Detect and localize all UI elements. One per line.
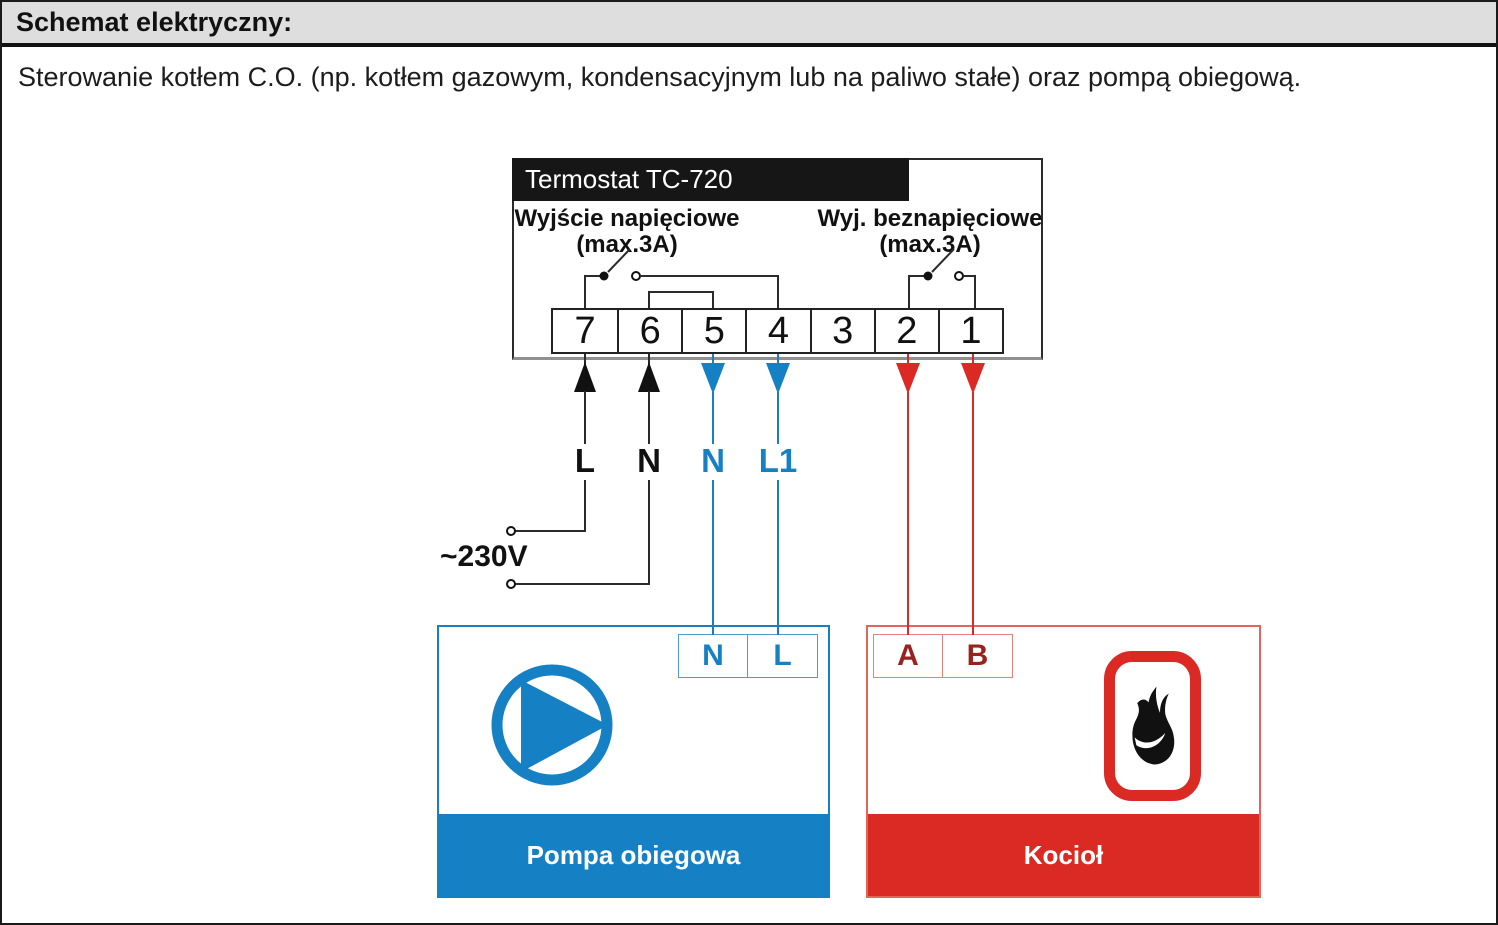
terminal-4: 4	[745, 310, 809, 353]
terminal-7: 7	[574, 310, 596, 352]
dry-contact-output-label	[815, 206, 1045, 258]
pump-terminal-n: N	[678, 634, 748, 678]
terminal-strip	[551, 308, 1004, 354]
terminal-2: 2	[874, 310, 938, 353]
schematic-description: Sterowanie kotłem C.O. (np. kotłem gazowym, kondensacyjnym lub na paliwo stałe) oraz pompą obiegową.	[18, 62, 1302, 92]
terminal-3: 3	[810, 310, 874, 353]
boiler-terminal-block	[873, 634, 1013, 678]
boiler-terminal-a: A	[873, 634, 943, 678]
voltage-output-label-line1: Wyjście napięciowe	[514, 205, 740, 232]
mains-voltage-label: ~230V	[440, 540, 528, 573]
neutral-wire-label: N	[637, 442, 661, 479]
section-header-bar	[2, 2, 1496, 47]
dry-contact-output-label-line1: Wyj. beznapięciowe	[817, 205, 1043, 232]
mains-n-terminal	[507, 580, 515, 588]
thermostat-title: Termostat TC-720	[525, 164, 733, 194]
terminal-5: 5	[681, 310, 745, 353]
wire-l-arrow-up	[574, 362, 596, 392]
wire-pump-l1-arrow-down	[766, 363, 790, 394]
pump-neutral-wire-label: N	[701, 442, 725, 479]
pump-caption: Pompa obiegowa	[526, 839, 741, 870]
pump-terminal-block	[678, 634, 818, 678]
flame-shape	[1132, 687, 1174, 765]
boiler-terminal-b: B	[943, 634, 1013, 678]
mains-l-terminal	[507, 527, 515, 535]
boiler-caption-band	[868, 814, 1259, 896]
wire-pump-n-arrow-down	[701, 363, 725, 394]
thermostat-title-bar	[512, 158, 909, 201]
wire-boiler-b-arrow-down	[961, 363, 985, 394]
voltage-output-label-line2: (max.3A)	[576, 231, 678, 258]
wire-n-lower	[515, 480, 649, 584]
wire-n-arrow-up	[638, 362, 660, 392]
pump-caption-band	[439, 814, 828, 896]
flame-icon	[1125, 682, 1181, 770]
wire-boiler-a-arrow-down	[896, 363, 920, 394]
terminal-6: 6	[617, 310, 681, 353]
dry-contact-output-label-line2: (max.3A)	[879, 231, 981, 258]
live-wire-label: L	[574, 442, 596, 479]
wire-l-lower	[515, 480, 585, 531]
pump-line-wire-label: L1	[758, 442, 798, 479]
section-title: Schemat elektryczny:	[16, 7, 293, 37]
flame-pictogram-frame	[1104, 651, 1201, 801]
voltage-output-label	[512, 206, 742, 258]
boiler-caption: Kocioł	[1023, 839, 1104, 870]
pump-terminal-l: L	[748, 634, 818, 678]
terminal-1: 1	[938, 310, 1002, 353]
